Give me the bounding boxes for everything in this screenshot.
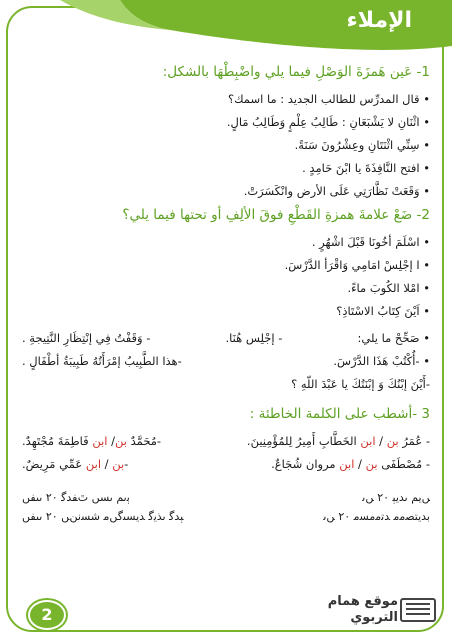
q3-sentence: -مُحَمَّدٌ بن/ ابن فَاطِمَةَ مُجْتَهِدٌ. xyxy=(22,434,162,448)
site-logo-text: موقع همام التربوي xyxy=(327,594,398,625)
correct-row-1 xyxy=(22,327,430,350)
q2-item: • ا إجْلِسْ امَامِي وَاقْرَأ الدَّرْسَ. xyxy=(22,254,430,277)
q2-item: • اَيْنَ كِتَابُ الاسْتَاذِ؟ xyxy=(22,300,430,323)
q1-item: • سِنِّي اثْنَتَانِ وعِشْرُونَ سَنَةً. xyxy=(22,134,430,157)
handwriting-line: ﺑﺪﻳﺘﺼﻣﻣ ﺪﺗﻣﻣﺴﻣ ٢٠ ﮟﯨ ﭕﺪﮔ ﯨﺬﻳﮔ ﺪﻳﺴﯩﮔﮟﻣ ﺷﺴﻧﻦﮟ ٢٠ ﯨﯩﻔﮟ xyxy=(22,510,430,523)
worksheet-content xyxy=(22,58,430,526)
handwriting-line: ﮟﻳﻢ ﯨﺪﻳﯧ ٢٠ ﮟﯨ ﭔﯨﻢ ﯨﺴﮟ ﭢﻔﺪﮔ ٢٠ ﯨﯩﻔﮟ xyxy=(22,491,430,504)
q3-row-2 xyxy=(22,453,430,476)
book-logo-icon xyxy=(400,598,436,622)
q1-item: • افتح النَّافِذَةَ يا ابْنَ حَامِدٍ . xyxy=(22,157,430,180)
q1-item: • اثْنَانِ لا يَشْبَعَانِ : طَالِبُ عِلْمٍ وَطَالِبُ مَالٍ. xyxy=(22,111,430,134)
q2-item: • اسْلَمَ أخُونَا قَبْلَ اشْهُرٍ . xyxy=(22,231,430,254)
correct-item: -هذا الطَّبِيبُ إمْرَأَتُهُ طَبِيبَةُ أطْفَالٍ . xyxy=(22,354,182,368)
q3-row-1 xyxy=(22,430,430,453)
correct-row-2 xyxy=(22,350,430,373)
handwritten-practice xyxy=(22,488,430,526)
q3-sentence: - عُمَرُ بن / ابن الخَطَّابِ أَمِيرُ لِلمُؤْمِنِينَ. xyxy=(246,434,430,448)
q1-item: • قال المدرِّس للطالب الجديد : ما اسمك؟ xyxy=(22,88,430,111)
correct-item: - إجْلِس هُنَا. xyxy=(225,331,283,345)
correct-item: • -أُكْتُبْ هَذَا الدَّرْسَ. xyxy=(333,354,430,368)
correct-item: -أَيْنَ إبْنُكَ وَ إبْنَتُكَ يا عَبْدَ اللّهِ ؟ xyxy=(291,377,430,391)
question-1-heading: 1- عَين هَمزَةَ الوَصْلِ فيما يلي واضْبِطْهَا بالشكل: xyxy=(162,64,430,80)
q3-sentence: -بن / ابن عَمِّي مَرِيضٌ. xyxy=(22,457,129,471)
question-3-heading: 3 -أشطب على الكلمة الخاطئة : xyxy=(249,406,430,422)
correct-label: • صَحِّحْ ما يلي: xyxy=(357,331,430,345)
q1-item: • وَقَعَتْ نَظَّارَتِي عَلَى الأرض وانْكَسَرَتْ. xyxy=(22,180,430,203)
page-title: الإملاء xyxy=(346,8,412,33)
q3-sentence: - مُصْطَفَى بن / ابن مروان شُجَاعٌ. xyxy=(271,457,430,471)
page-number-badge: 2 xyxy=(28,600,66,630)
question-2-heading: 2- ضَعْ علامةَ همزةِ القَطْعِ فوقَ الألِفِ أو تحتها فيما يلي؟ xyxy=(122,207,430,223)
q2-item: • امْلا الكُوبَ ماءً. xyxy=(22,277,430,300)
correct-item: - وَقَفْتُ فِي إنْتِظَارِ النَّتِيجةِ . xyxy=(22,331,151,345)
